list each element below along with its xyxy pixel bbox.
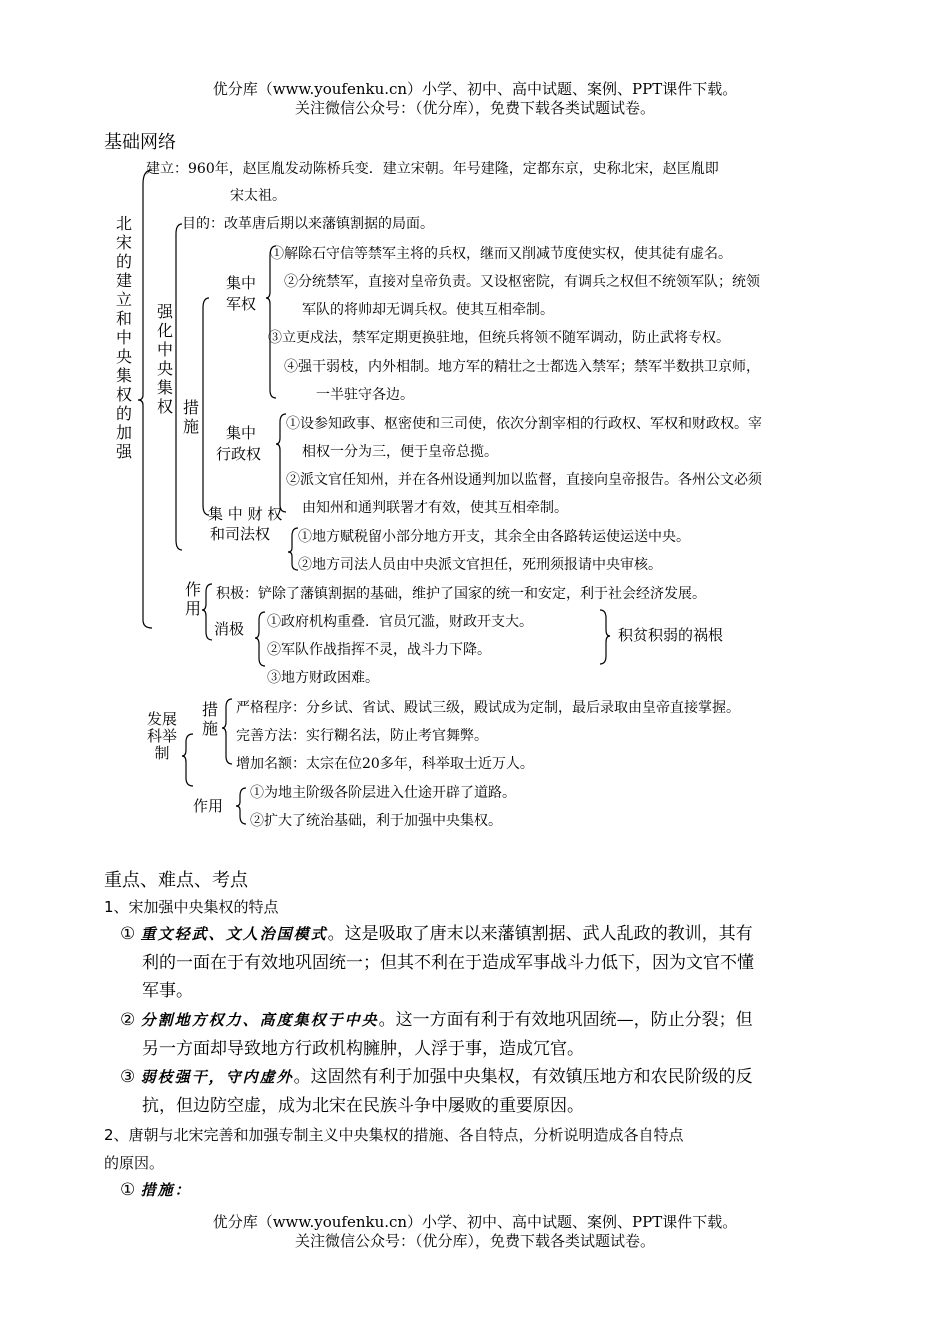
point-3-num: ③ xyxy=(120,1067,136,1087)
exam-effect-bracket xyxy=(236,788,246,824)
section-title-network: 基础网络 xyxy=(104,132,176,153)
exam-effect-1: ①为地主阶级各阶层进入仕途开辟了道路。 xyxy=(250,785,516,801)
finance-item-1: ①地方赋税留小部分地方开支，其余全由各路转运使运送中央。 xyxy=(298,529,690,545)
strengthen-label: 强化中央集权 xyxy=(156,302,173,416)
header-line-1: 优分库（www.youfenku.cn）小学、初中、高中试题、案例、PPT课件下载。 xyxy=(212,80,738,98)
measures-bracket xyxy=(203,298,209,515)
point-1-line-3: 军事。 xyxy=(142,981,193,1001)
military-label-b: 军权 xyxy=(226,295,257,313)
exam-measure-2: 完善方法：实行糊名法，防止考官舞弊。 xyxy=(236,728,488,744)
exam-measures-bracket xyxy=(222,699,232,764)
exam-effect-2: ②扩大了统治基础，利于加强中央集权。 xyxy=(250,813,502,829)
exam-label: 发展科举制 xyxy=(146,710,177,762)
military-bracket xyxy=(266,246,276,398)
finance-label-b: 和司法权 xyxy=(210,525,271,543)
point-2-line-1 xyxy=(120,1006,753,1034)
founding-line-1: 建立：960年，赵匡胤发动陈桥兵变．建立宋朝。年号建隆，定都东京，史称北宋，赵匡胤即 xyxy=(146,161,719,177)
q2-sub-emphasis: 措施： xyxy=(140,1181,192,1199)
military-item-2b: 军队的将帅却无调兵权。使其互相牵制。 xyxy=(302,302,554,318)
military-item-3: ③立更戍法，禁军定期更换驻地，但统兵将领不随军调动，防止武将专权。 xyxy=(268,330,730,346)
negative-item-1: ①政府机构重叠．官员冗滥，财政开支大。 xyxy=(267,614,533,630)
military-item-4: ④强干弱枝，内外相制。地方军的精壮之士都选入禁军；禁军半数拱卫京师， xyxy=(284,359,760,375)
point-3-text-1: 。这固然有利于加强中央集权，有效镇压地方和农民阶级的反 xyxy=(293,1067,753,1087)
finance-label-a: 集 中 财 权 xyxy=(208,505,283,523)
question-1: 1、宋加强中央集权的特点 xyxy=(104,898,279,916)
point-2-line-2: 另一方面却导致地方行政机构臃肿，人浮于事，造成冗官。 xyxy=(142,1039,584,1059)
strengthen-bracket xyxy=(176,224,182,550)
military-item-4b: 一半驻守各边。 xyxy=(316,387,414,403)
purpose-text: 目的：改革唐后期以来藩镇割据的局面。 xyxy=(182,216,434,232)
military-item-2: ②分统禁军，直接对皇帝负责。又设枢密院，有调兵之权但不统领军队；统领 xyxy=(284,274,760,290)
exam-effect-label: 作用 xyxy=(193,797,224,815)
section-title-keypoints: 重点、难点、考点 xyxy=(104,870,248,891)
footer-line-2: 关注微信公众号：（优分库），免费下载各类试题试卷。 xyxy=(294,1232,655,1250)
military-item-1: ①解除石守信等禁军主将的兵权，继而又削减节度使实权，使其徒有虚名。 xyxy=(270,246,732,262)
point-3-emphasis: 弱枝强干，守内虚外 xyxy=(140,1068,294,1086)
point-2-num: ② xyxy=(120,1010,136,1030)
effect-label: 作用 xyxy=(184,580,201,618)
footer-line-1: 优分库（www.youfenku.cn）小学、初中、高中试题、案例、PPT课件下载。 xyxy=(212,1213,738,1231)
point-3-line-2: 抗，但边防空虚，成为北宋在民族斗争中屡败的重要原因。 xyxy=(142,1096,584,1116)
military-label-a: 集中 xyxy=(226,274,257,292)
admin-label-a: 集中 xyxy=(226,424,257,442)
point-1-text-1: 。这是吸取了唐末以来藩镇割据、武人乱政的教训，其有 xyxy=(327,924,753,944)
negative-item-2: ②军队作战指挥不灵，战斗力下降。 xyxy=(267,642,491,658)
question-2-line-2: 的原因。 xyxy=(104,1154,165,1172)
header-line-2: 关注微信公众号：（优分库），免费下载各类试题试卷。 xyxy=(294,99,655,117)
point-1-line-1 xyxy=(120,920,753,948)
exam-measure-3: 增加名额：太宗在位20多年，科举取士近万人。 xyxy=(236,756,534,772)
measures-label: 措施 xyxy=(182,398,199,436)
exam-measures-label: 措施 xyxy=(201,700,218,738)
point-1-num: ① xyxy=(120,924,136,944)
root-bracket xyxy=(138,170,152,628)
founding-line-2: 宋太祖。 xyxy=(230,188,286,204)
admin-item-2b: 由知州和通判联署才有效，使其互相牵制。 xyxy=(302,500,568,516)
negative-result: 积贫积弱的祸根 xyxy=(618,626,724,644)
negative-result-bracket xyxy=(600,610,610,664)
q2-sub-num: ① xyxy=(120,1180,136,1200)
root-label: 北宋的建立和中央集权的加强 xyxy=(115,214,132,461)
negative-bracket xyxy=(255,612,265,666)
q2-sub-line xyxy=(120,1176,192,1204)
admin-item-2: ②派文官任知州，并在各州设通判加以监督，直接向皇帝报告。各州公文必须 xyxy=(286,472,762,488)
question-2-line-1: 2、唐朝与北宋完善和加强专制主义中央集权的措施、各自特点，分析说明造成各自特点 xyxy=(104,1126,684,1144)
positive-effect: 积极：铲除了藩镇割据的基础，维护了国家的统一和安定，利于社会经济发展。 xyxy=(216,586,706,602)
point-1-line-2: 利的一面在于有效地巩固统一；但其不利在于造成军事战斗力低下，因为文官不懂 xyxy=(142,953,754,973)
point-2-emphasis: 分割地方权力、高度集权于中央 xyxy=(140,1011,379,1029)
point-1-emphasis: 重文轻武、文人治国模式 xyxy=(140,925,328,943)
negative-item-3: ③地方财政困难。 xyxy=(267,670,379,686)
admin-item-1: ①设参知政事、枢密使和三司使，依次分割宰相的行政权、军权和财政权。宰 xyxy=(286,416,762,432)
point-3-line-1 xyxy=(120,1063,753,1091)
admin-label-b: 行政权 xyxy=(216,445,262,463)
point-2-text-1: 。这一方面有利于有效地巩固统—，防止分裂；但 xyxy=(378,1010,753,1030)
finance-item-2: ②地方司法人员由中央派文官担任，死刑须报请中央审核。 xyxy=(298,557,662,573)
admin-bracket xyxy=(276,414,286,512)
exam-measure-1: 严格程序：分乡试、省试、殿试三级，殿试成为定制，最后录取由皇帝直接掌握。 xyxy=(236,700,740,716)
negative-label: 消极 xyxy=(214,620,245,638)
admin-item-1b: 相权一分为三，便于皇帝总揽。 xyxy=(302,444,498,460)
finance-bracket xyxy=(288,528,298,570)
